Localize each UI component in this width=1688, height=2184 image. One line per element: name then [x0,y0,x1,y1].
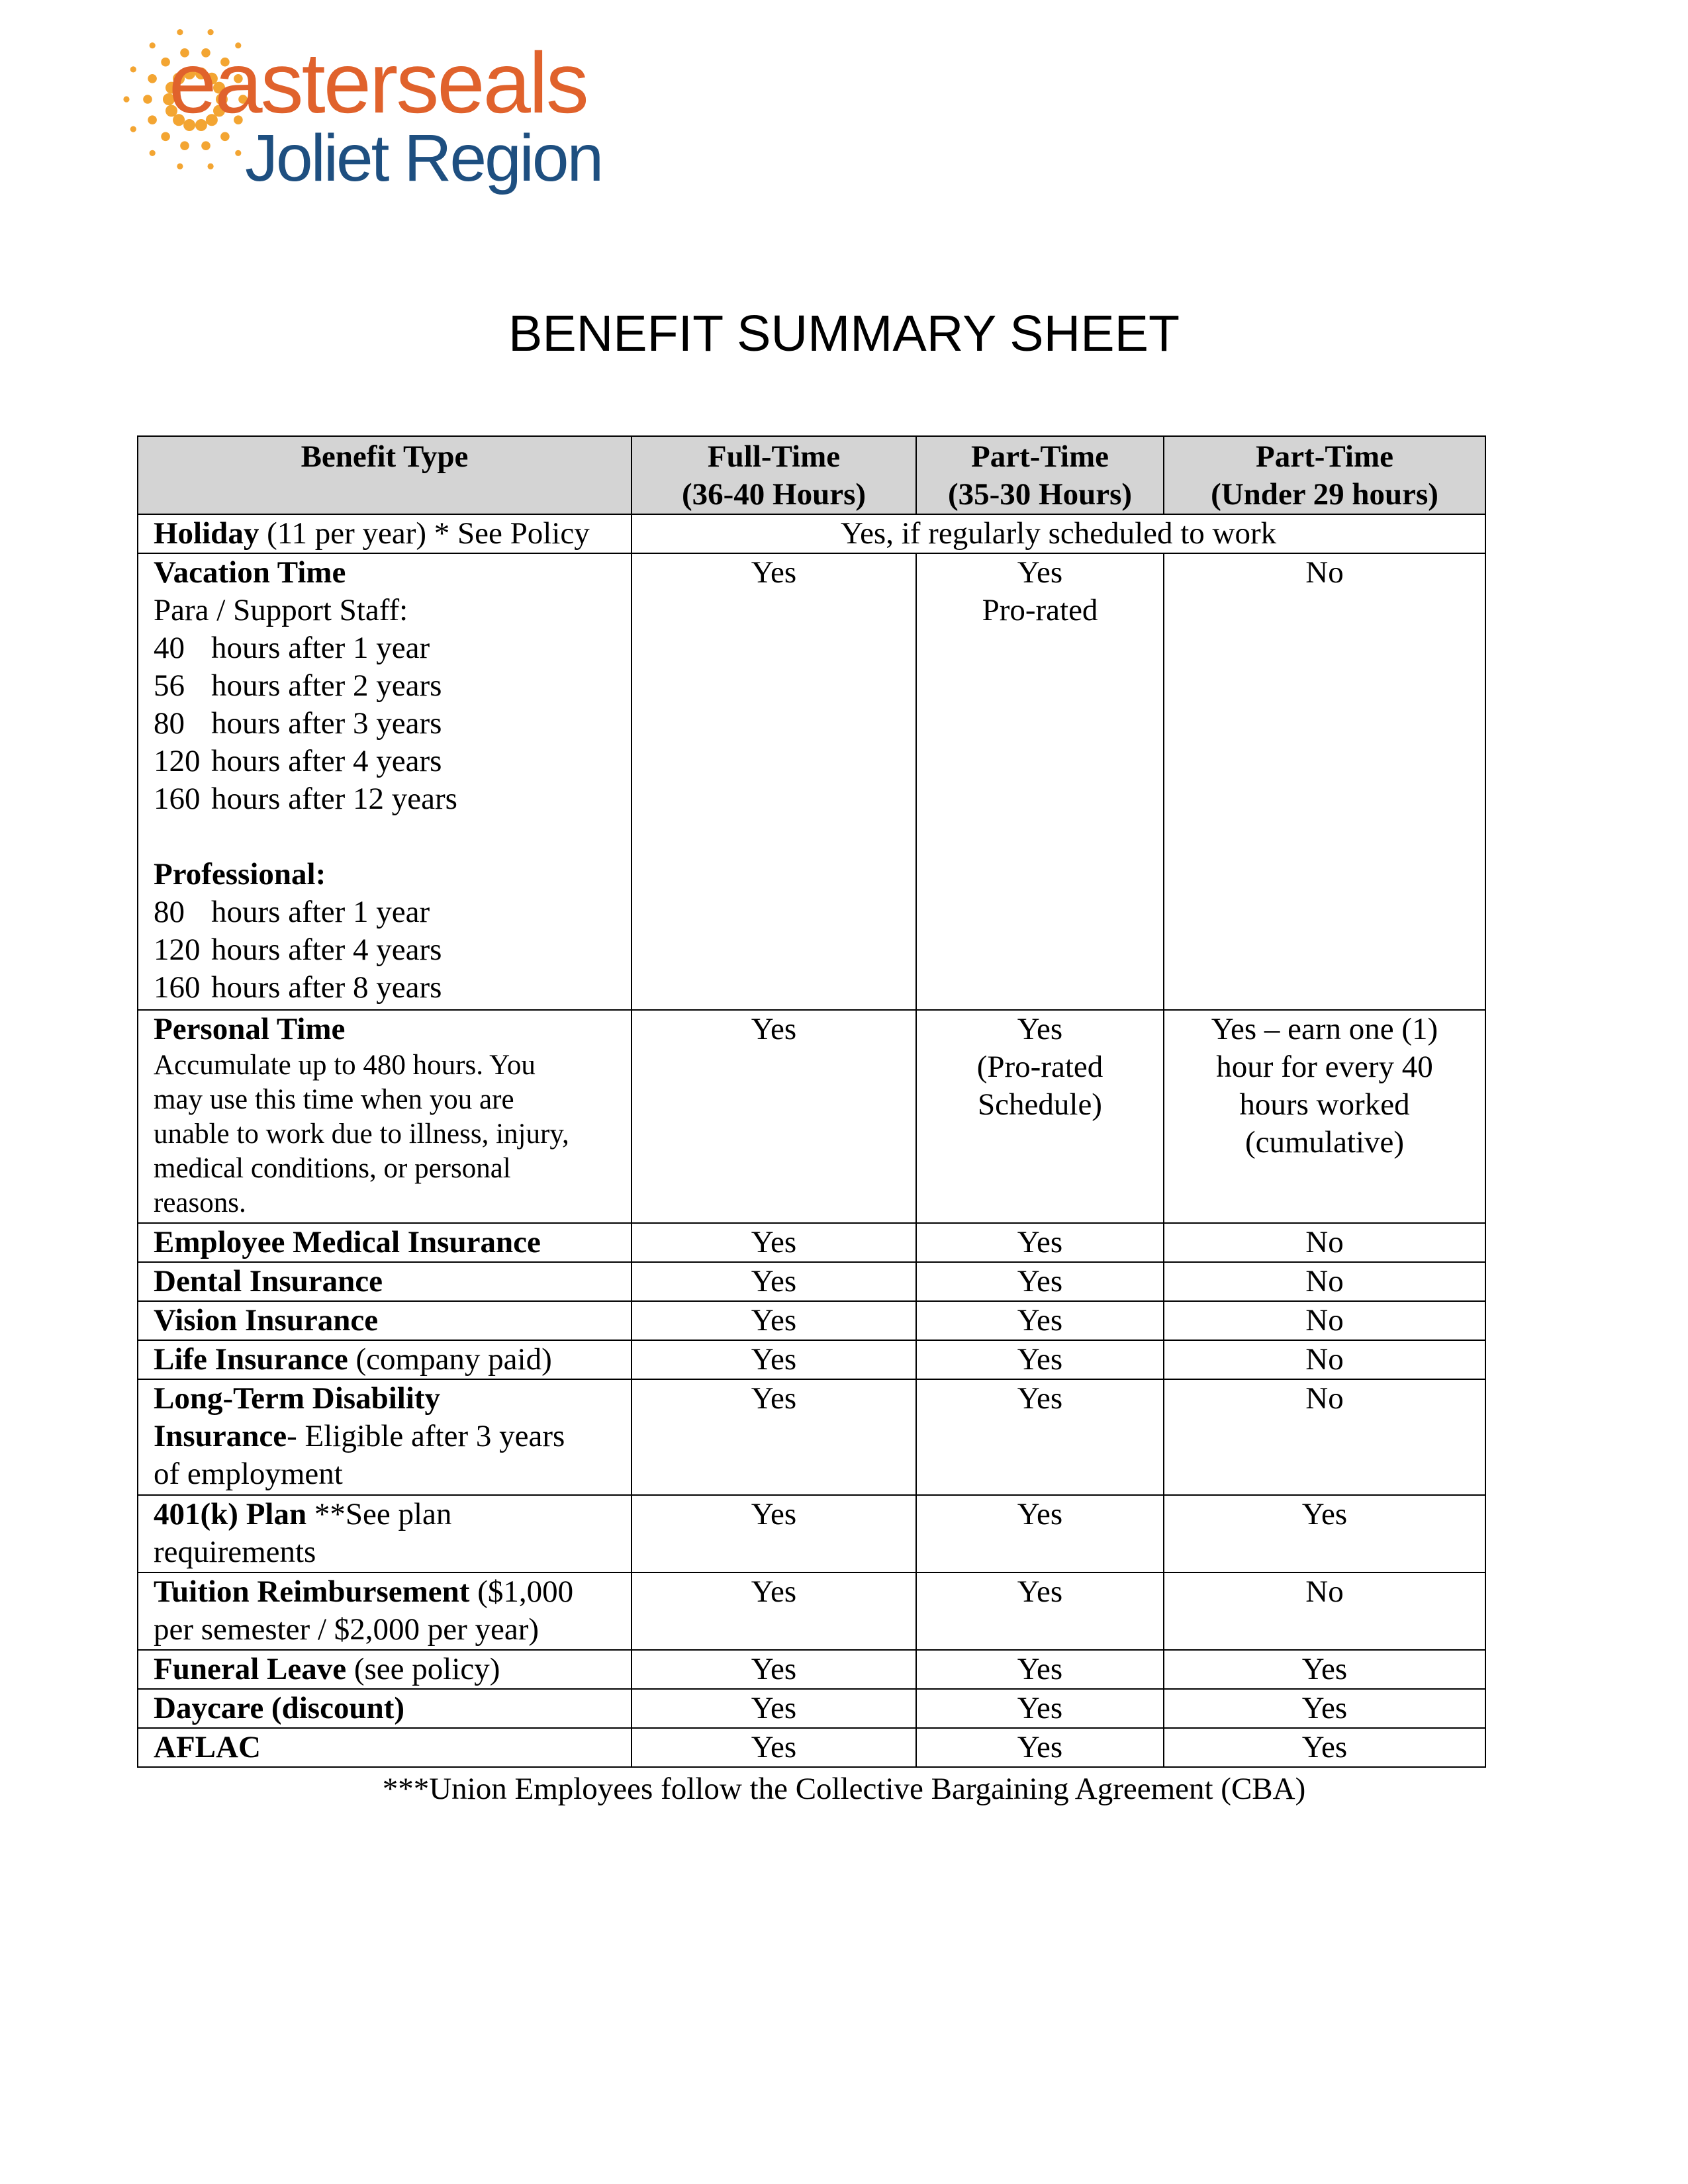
full-time-value: Yes [632,1340,916,1379]
part-time-29-value: Yes – earn one (1) hour for every 40 hours worked (cumulative) [1164,1010,1485,1223]
full-time-value: Yes [632,1301,916,1340]
part-time-30-value: Yes [916,1572,1164,1650]
header-full-time: Full-Time (36-40 Hours) [632,436,916,514]
table-row [138,1728,1485,1767]
benefit-name: Dental Insurance [138,1262,632,1301]
benefit-name: Daycare (discount) [138,1689,632,1728]
table-row-personal [138,1010,1485,1223]
header-part-time-29: Part-Time (Under 29 hours) [1164,436,1485,514]
benefit-name: AFLAC [138,1728,632,1767]
easterseals-logo [96,0,619,205]
table-row-ltd [138,1379,1485,1495]
part-time-30-value: Yes [916,1301,1164,1340]
benefit-name: Funeral Leave (see policy) [138,1650,632,1689]
table-row [138,1689,1485,1728]
table-row-401k [138,1495,1485,1572]
table-row-holiday [138,514,1485,553]
part-time-29-value: Yes [1164,1728,1485,1767]
logo-dot [161,132,170,142]
logo-region-text: Joliet Region [245,121,602,195]
part-time-29-value: No [1164,1572,1485,1650]
holiday-eligibility: Yes, if regularly scheduled to work [632,514,1485,553]
table-row-tuition [138,1572,1485,1650]
logo-dot [130,66,136,72]
table-row-vacation [138,553,1485,1010]
benefit-name: Vision Insurance [138,1301,632,1340]
benefit-name: Personal Time Accumulate up to 480 hours. You may use this time when you are unable to work due to illness, injury, medical conditions, or personal reasons. [138,1010,632,1223]
logo-dot [130,126,136,132]
logo-dot [150,150,156,156]
header-row [138,436,1485,514]
part-time-29-value: Yes [1164,1650,1485,1689]
part-time-29-value: No [1164,1223,1485,1262]
benefit-name: Long-Term Disability Insurance- Eligible after 3 years of employment [138,1379,632,1495]
benefits-table [137,435,1486,1768]
part-time-29-value: No [1164,1301,1485,1340]
table-row [138,1340,1485,1379]
header-part-time-30: Part-Time (35-30 Hours) [916,436,1164,514]
logo-brand-text: easterseals [169,34,587,131]
part-time-29-value: Yes [1164,1495,1485,1572]
part-time-30-value: Yes (Pro-rated Schedule) [916,1010,1164,1223]
part-time-29-value: No [1164,1262,1485,1301]
logo-dot [180,141,189,150]
logo-dot [235,150,241,156]
table-row [138,1223,1485,1262]
full-time-value: Yes [632,1572,916,1650]
part-time-30-value: Yes Pro-rated [916,553,1164,1010]
table-row [138,1301,1485,1340]
benefit-name: Tuition Reimbursement ($1,000 per semester / $2,000 per year) [138,1572,632,1650]
part-time-30-value: Yes [916,1340,1164,1379]
part-time-30-value: Yes [916,1223,1164,1262]
header-benefit-type: Benefit Type [138,436,632,514]
union-footnote: ***Union Employees follow the Collective Bargaining Agreement (CBA) [382,1772,1306,1806]
part-time-30-value: Yes [916,1495,1164,1572]
full-time-value: Yes [632,1262,916,1301]
full-time-value: Yes [632,1379,916,1495]
part-time-29-value: No [1164,553,1485,1010]
full-time-value: Yes [632,1223,916,1262]
part-time-30-value: Yes [916,1650,1164,1689]
part-time-29-value: Yes [1164,1689,1485,1728]
part-time-29-value: No [1164,1340,1485,1379]
table-row [138,1262,1485,1301]
logo-dot [220,132,230,142]
logo-dot [148,74,157,83]
benefit-name: 401(k) Plan **See plan requirements [138,1495,632,1572]
logo-dot [123,96,129,102]
logo-dot [201,141,211,150]
full-time-value: Yes [632,1689,916,1728]
logo-dot [143,95,152,104]
full-time-value: Yes [632,1650,916,1689]
logo-dot [177,163,183,169]
table-row [138,1650,1485,1689]
benefit-name: Holiday (11 per year) * See Policy [138,514,632,553]
benefit-name: Employee Medical Insurance [138,1223,632,1262]
benefit-name: Vacation Time Para / Support Staff: 40 hours after 1 year 56 hours after 2 years 80 hours after 3 years 120 hours after 4 years 160 hours after 12 years Professional: 80 hours after 1 year 120 hours after 4 years 160 hours after 8 years [138,553,632,1010]
full-time-value: Yes [632,1010,916,1223]
part-time-30-value: Yes [916,1262,1164,1301]
part-time-30-value: Yes [916,1379,1164,1495]
page-title: BENEFIT SUMMARY SHEET [508,305,1180,362]
part-time-30-value: Yes [916,1728,1164,1767]
logo-dot [150,42,156,48]
logo-dot [148,115,157,124]
benefit-name: Life Insurance (company paid) [138,1340,632,1379]
full-time-value: Yes [632,1495,916,1572]
full-time-value: Yes [632,1728,916,1767]
part-time-30-value: Yes [916,1689,1164,1728]
part-time-29-value: No [1164,1379,1485,1495]
full-time-value: Yes [632,553,916,1010]
logo-dot [208,163,214,169]
